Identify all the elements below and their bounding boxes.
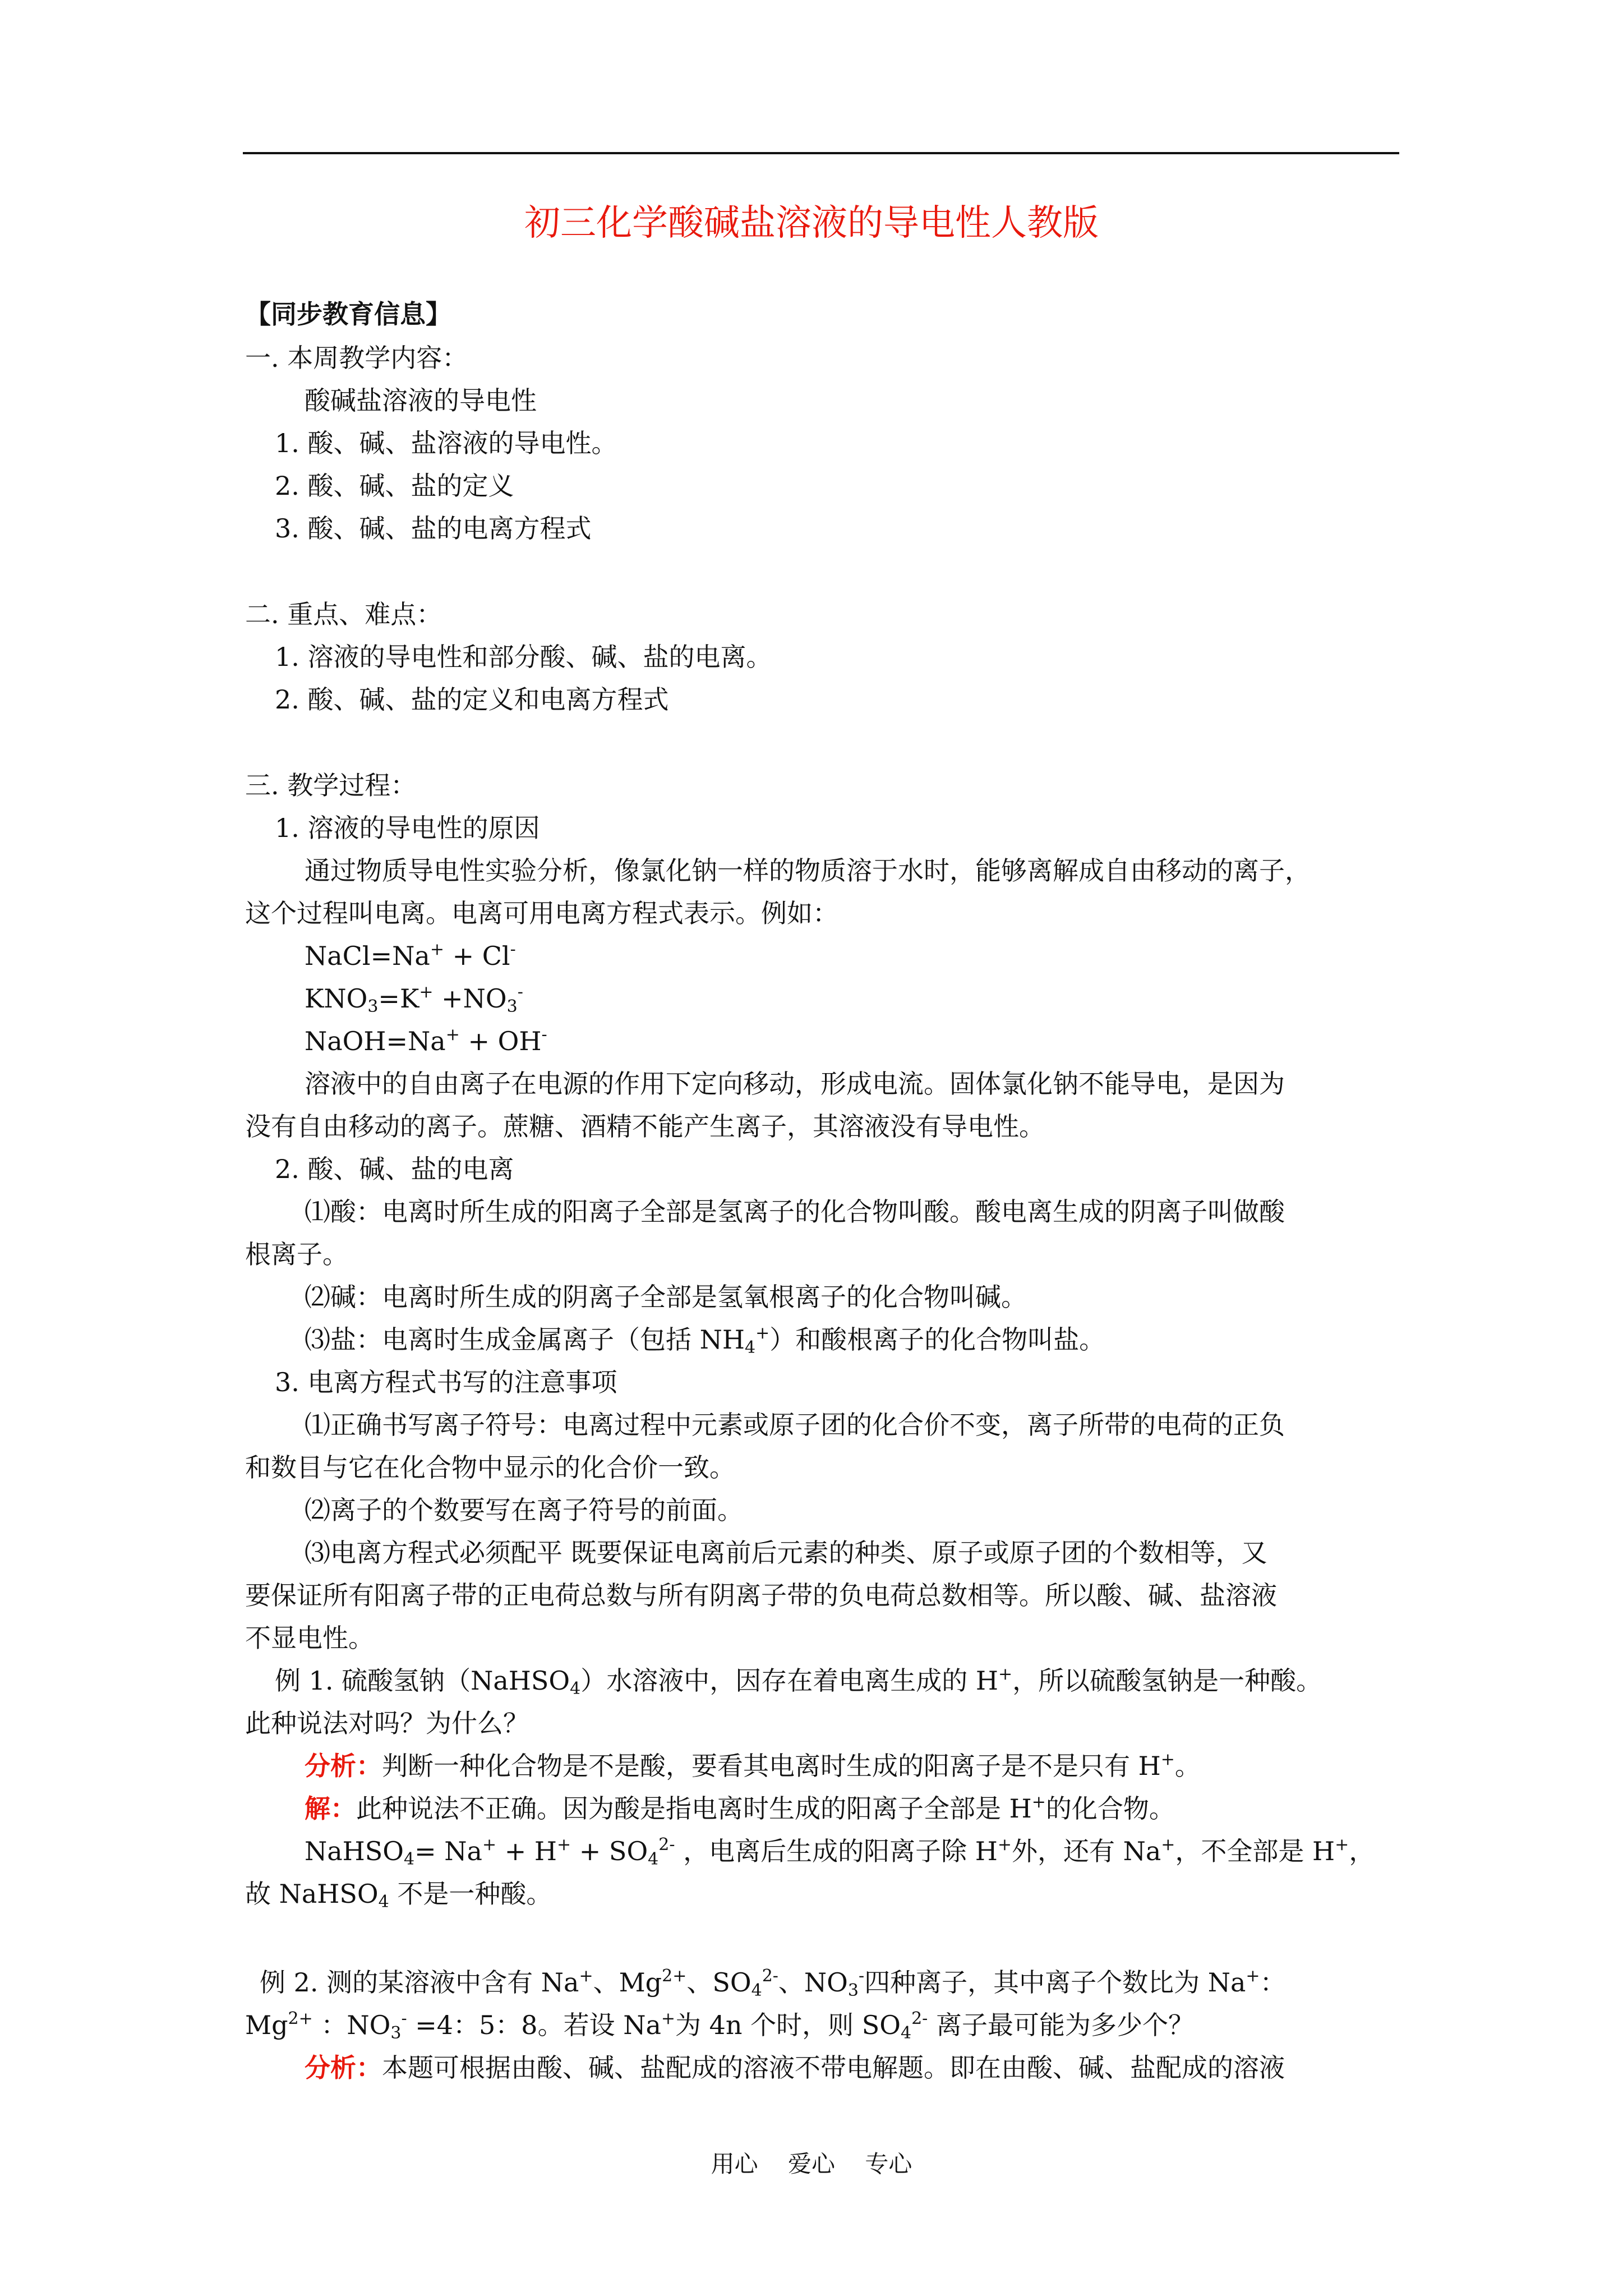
example-2-analysis: 分析：本题可根据由酸、碱、盐配成的溶液不带电解题。即在由酸、碱、盐配成的溶液 bbox=[305, 2053, 1285, 2083]
salt-definition: ⑶盐：电离时生成金属离子（包括 $NH_4^+$）和酸根离子的化合物叫盐。 bbox=[305, 1323, 1105, 1358]
note-line: 要保证所有阳离子带的正电荷总数与所有阴离子带的负电荷总数相等。所以酸、碱、盐溶液 bbox=[245, 1580, 1277, 1611]
note-line: 不显电性。 bbox=[245, 1623, 374, 1653]
note-line: 和数目与它在化合物中显示的化合价一致。 bbox=[245, 1452, 735, 1483]
example-1-equation: NaHSO$_4$= $Na^+ + H^+ + SO_4^{2-}$ ，电离后生成的阳离子除 H+外，还有 Na+，不全部是 H+， bbox=[305, 1835, 1375, 1869]
example-2-question: $Mg^{2+}$ ：$NO_3^- =4$：5：8。若设 Na+为 4n 个时，则 $SO_4^{2-}$ 离子最可能为多少个？ bbox=[245, 2009, 1194, 2043]
part-1-heading: 1. 溶液的导电性的原因 bbox=[275, 813, 540, 843]
paragraph-line: 没有自由移动的离子。蔗糖、酒精不能产生离子，其溶液没有导电性。 bbox=[245, 1111, 1045, 1142]
page-footer: 用心 爱心 专心 bbox=[711, 2150, 912, 2178]
section-2-heading: 二. 重点、难点： bbox=[245, 599, 442, 629]
example-1-analysis: 分析：判断一种化合物是不是酸，要看其电离时生成的阳离子是不是只有 H+。 bbox=[305, 1750, 1201, 1781]
note-line: ⑶电离方程式必须配平 既要保证电离前后元素的种类、原子或原子团的个数相等，又 bbox=[305, 1538, 1267, 1568]
part-3-heading: 3. 电离方程式书写的注意事项 bbox=[275, 1367, 617, 1397]
section-2-item: 2. 酸、碱、盐的定义和电离方程式 bbox=[275, 684, 669, 715]
paragraph-line: 通过物质导电性实验分析，像氯化钠一样的物质溶于水时，能够离解成自由移动的离子， bbox=[305, 855, 1311, 886]
section-1-item: 2. 酸、碱、盐的定义 bbox=[275, 471, 514, 501]
acid-definition: 根离子。 bbox=[245, 1239, 348, 1269]
section-1-item: 3. 酸、碱、盐的电离方程式 bbox=[275, 513, 592, 544]
equation-kno3: $KNO_3=K^+ +NO_3^-$ bbox=[305, 982, 523, 1016]
example-1-question: 此种说法对吗？为什么？ bbox=[245, 1708, 529, 1738]
paragraph-line: 溶液中的自由离子在电源的作用下定向移动，形成电流。固体氯化钠不能导电，是因为 bbox=[305, 1069, 1285, 1099]
section-3-heading: 三. 教学过程： bbox=[245, 770, 417, 800]
example-1-conclusion: 故 NaHSO$_4$ 不是一种酸。 bbox=[245, 1879, 552, 1912]
part-2-heading: 2. 酸、碱、盐的电离 bbox=[275, 1154, 514, 1184]
document-title: 初三化学酸碱盐溶液的导电性人教版 bbox=[524, 203, 1099, 244]
section-1-heading: 一. 本周教学内容： bbox=[245, 343, 468, 373]
section-header: 【同步教育信息】 bbox=[245, 299, 451, 329]
example-2-question: 例 2. 测的某溶液中含有 Na+、$Mg^{2+}$、$SO_4^{2-}$、$NO_3^-$四种离子，其中离子个数比为 Na+： bbox=[260, 1966, 1286, 2000]
section-1-topic: 酸碱盐溶液的导电性 bbox=[305, 385, 537, 416]
equation-naoh: NaOH=Na+ + OH- bbox=[305, 1025, 547, 1056]
base-definition: ⑵碱：电离时所生成的阴离子全部是氢氧根离子的化合物叫碱。 bbox=[305, 1282, 1027, 1312]
example-1-answer: 解：此种说法不正确。因为酸是指电离时生成的阳离子全部是 H+的化合物。 bbox=[305, 1792, 1175, 1824]
acid-definition: ⑴酸：电离时所生成的阳离子全部是氢离子的化合物叫酸。酸电离生成的阴离子叫做酸 bbox=[305, 1197, 1285, 1227]
section-1-item: 1. 酸、碱、盐溶液的导电性。 bbox=[275, 428, 617, 458]
header-rule bbox=[243, 152, 1399, 154]
example-1-question: 例 1. 硫酸氢钠（NaHSO$_4$）水溶液中，因存在着电离生成的 H+，所以硫酸氢钠是一种酸。 bbox=[275, 1664, 1322, 1699]
note-line: ⑴正确书写离子符号：电离过程中元素或原子团的化合价不变，离子所带的电荷的正负 bbox=[305, 1410, 1285, 1440]
section-2-item: 1. 溶液的导电性和部分酸、碱、盐的电离。 bbox=[275, 642, 772, 672]
equation-nacl: NaCl=Na+ + Cl- bbox=[305, 940, 516, 971]
paragraph-line: 这个过程叫电离。电离可用电离方程式表示。例如： bbox=[245, 898, 838, 928]
note-line: ⑵离子的个数要写在离子符号的前面。 bbox=[305, 1495, 743, 1525]
